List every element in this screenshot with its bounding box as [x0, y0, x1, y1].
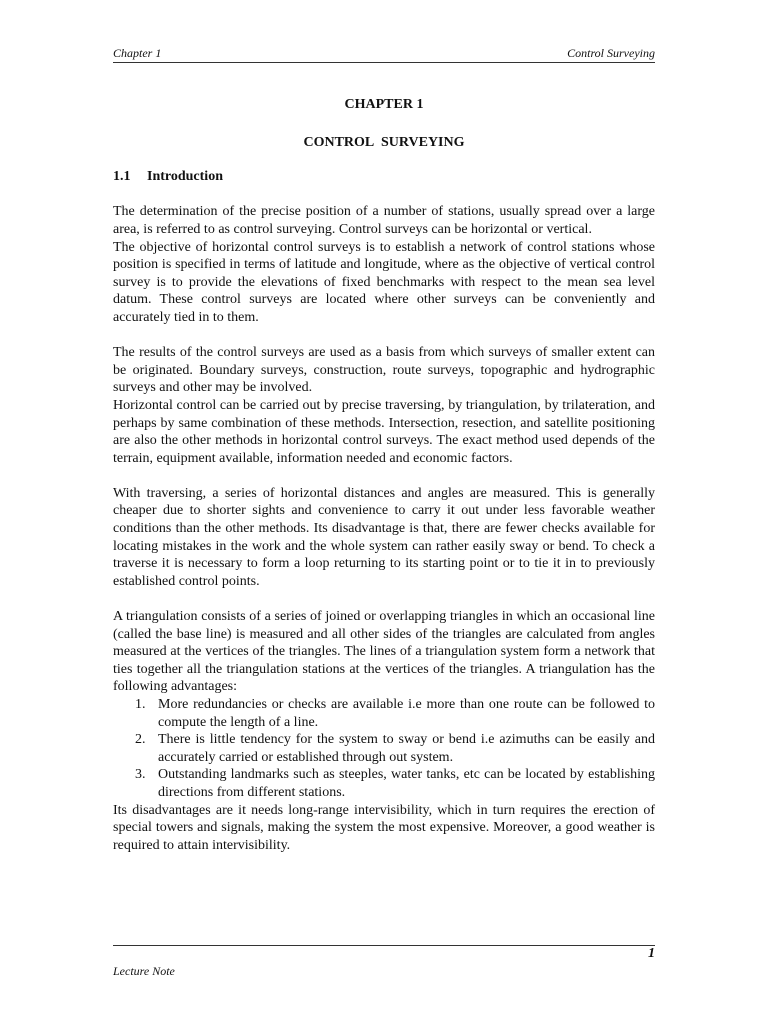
paragraph-results: The results of the control surveys are used as a basis from which surveys of smaller extent can be originated. Boundary surveys, construction, route surveys, topographic and hydrographic surveys and other may be involved. [113, 345, 655, 396]
page-number: 1 [648, 946, 655, 961]
list-item [113, 731, 655, 766]
list-item-number: 1. [135, 697, 146, 712]
list-item-text: Outstanding landmarks such as steeples, water tanks, etc can be located by establishing directions from different stations. [158, 767, 655, 800]
advantages-list [113, 696, 655, 802]
list-item [113, 696, 655, 731]
paragraph-disadvantages: Its disadvantages are it needs long-range intervisibility, which in turn requires the erection of special towers and signals, making the system the most expensive. Moreover, a good weather is required to attain intervisibility. [113, 802, 655, 853]
paragraph-traversing: With traversing, a series of horizontal distances and angles are measured. This is generally cheaper due to shorter sights and convenience to carry it out under less favorable weather conditions than the other methods. Its disadvantage is that, there are fewer checks available for locating mistakes in the work and the whole system can rather easily sway or bend. To check a traverse it is necessary to form a loop returning to its starting point or to tie it in to previously established control points. [113, 485, 655, 589]
paragraph-triangulation: A triangulation consists of a series of joined or overlapping triangles in which an occasional line (called the base line) is measured and all other sides of the triangles are calculated from angles measured at the vertices of the triangles. The lines of a triangulation system form a network that ties together all the triangulation stations at the vertices of the triangles. A triangulation has the following advantages: [113, 609, 655, 695]
header-chapter-label: Chapter 1 [113, 46, 162, 60]
list-item-number: 2. [135, 732, 146, 748]
header-topic-label: Control Surveying [567, 46, 655, 60]
paragraph-horizontal-objective: The objective of horizontal control surveys is to establish a network of control stations whose position is specified in terms of latitude and longitude, where as the objective of vertical control survey is to provide the elevations of fixed benchmarks with respect to the mean sea level datum. These control surveys are located where other surveys can be conveniently and accurately tied in to them. [113, 239, 655, 325]
footer-label: Lecture Note [113, 964, 175, 978]
list-item-text: There is little tendency for the system to sway or bend i.e azimuths can be easily and accurately carried or established through out system. [158, 732, 655, 765]
paragraph-horizontal-methods: Horizontal control can be carried out by precise traversing, by triangulation, by trilateration, and perhaps by same combination of these methods. Intersection, resection, and satellite positioning are also the other methods in horizontal control surveys. The exact method used depends of the terrain, equipment available, information needed and economic factors. [113, 397, 655, 466]
chapter-subtitle: CONTROL SURVEYING [303, 134, 465, 150]
section-heading [113, 168, 655, 186]
section-title: Introduction [147, 169, 223, 185]
list-item-number: 3. [135, 767, 146, 783]
list-item-text: More redundancies or checks are available i.e more than one route can be followed to compute the length of a line. [158, 697, 655, 730]
section-number: 1.1 [113, 169, 131, 185]
footer-rule [113, 945, 655, 946]
paragraph-definition: The determination of the precise position of a number of stations, usually spread over a large area, is referred to as control surveying. Control surveys can be horizontal or vertical. [113, 204, 655, 237]
header-rule [113, 62, 655, 63]
page-content [113, 96, 655, 854]
list-item [113, 766, 655, 801]
chapter-title: CHAPTER 1 [344, 97, 424, 112]
